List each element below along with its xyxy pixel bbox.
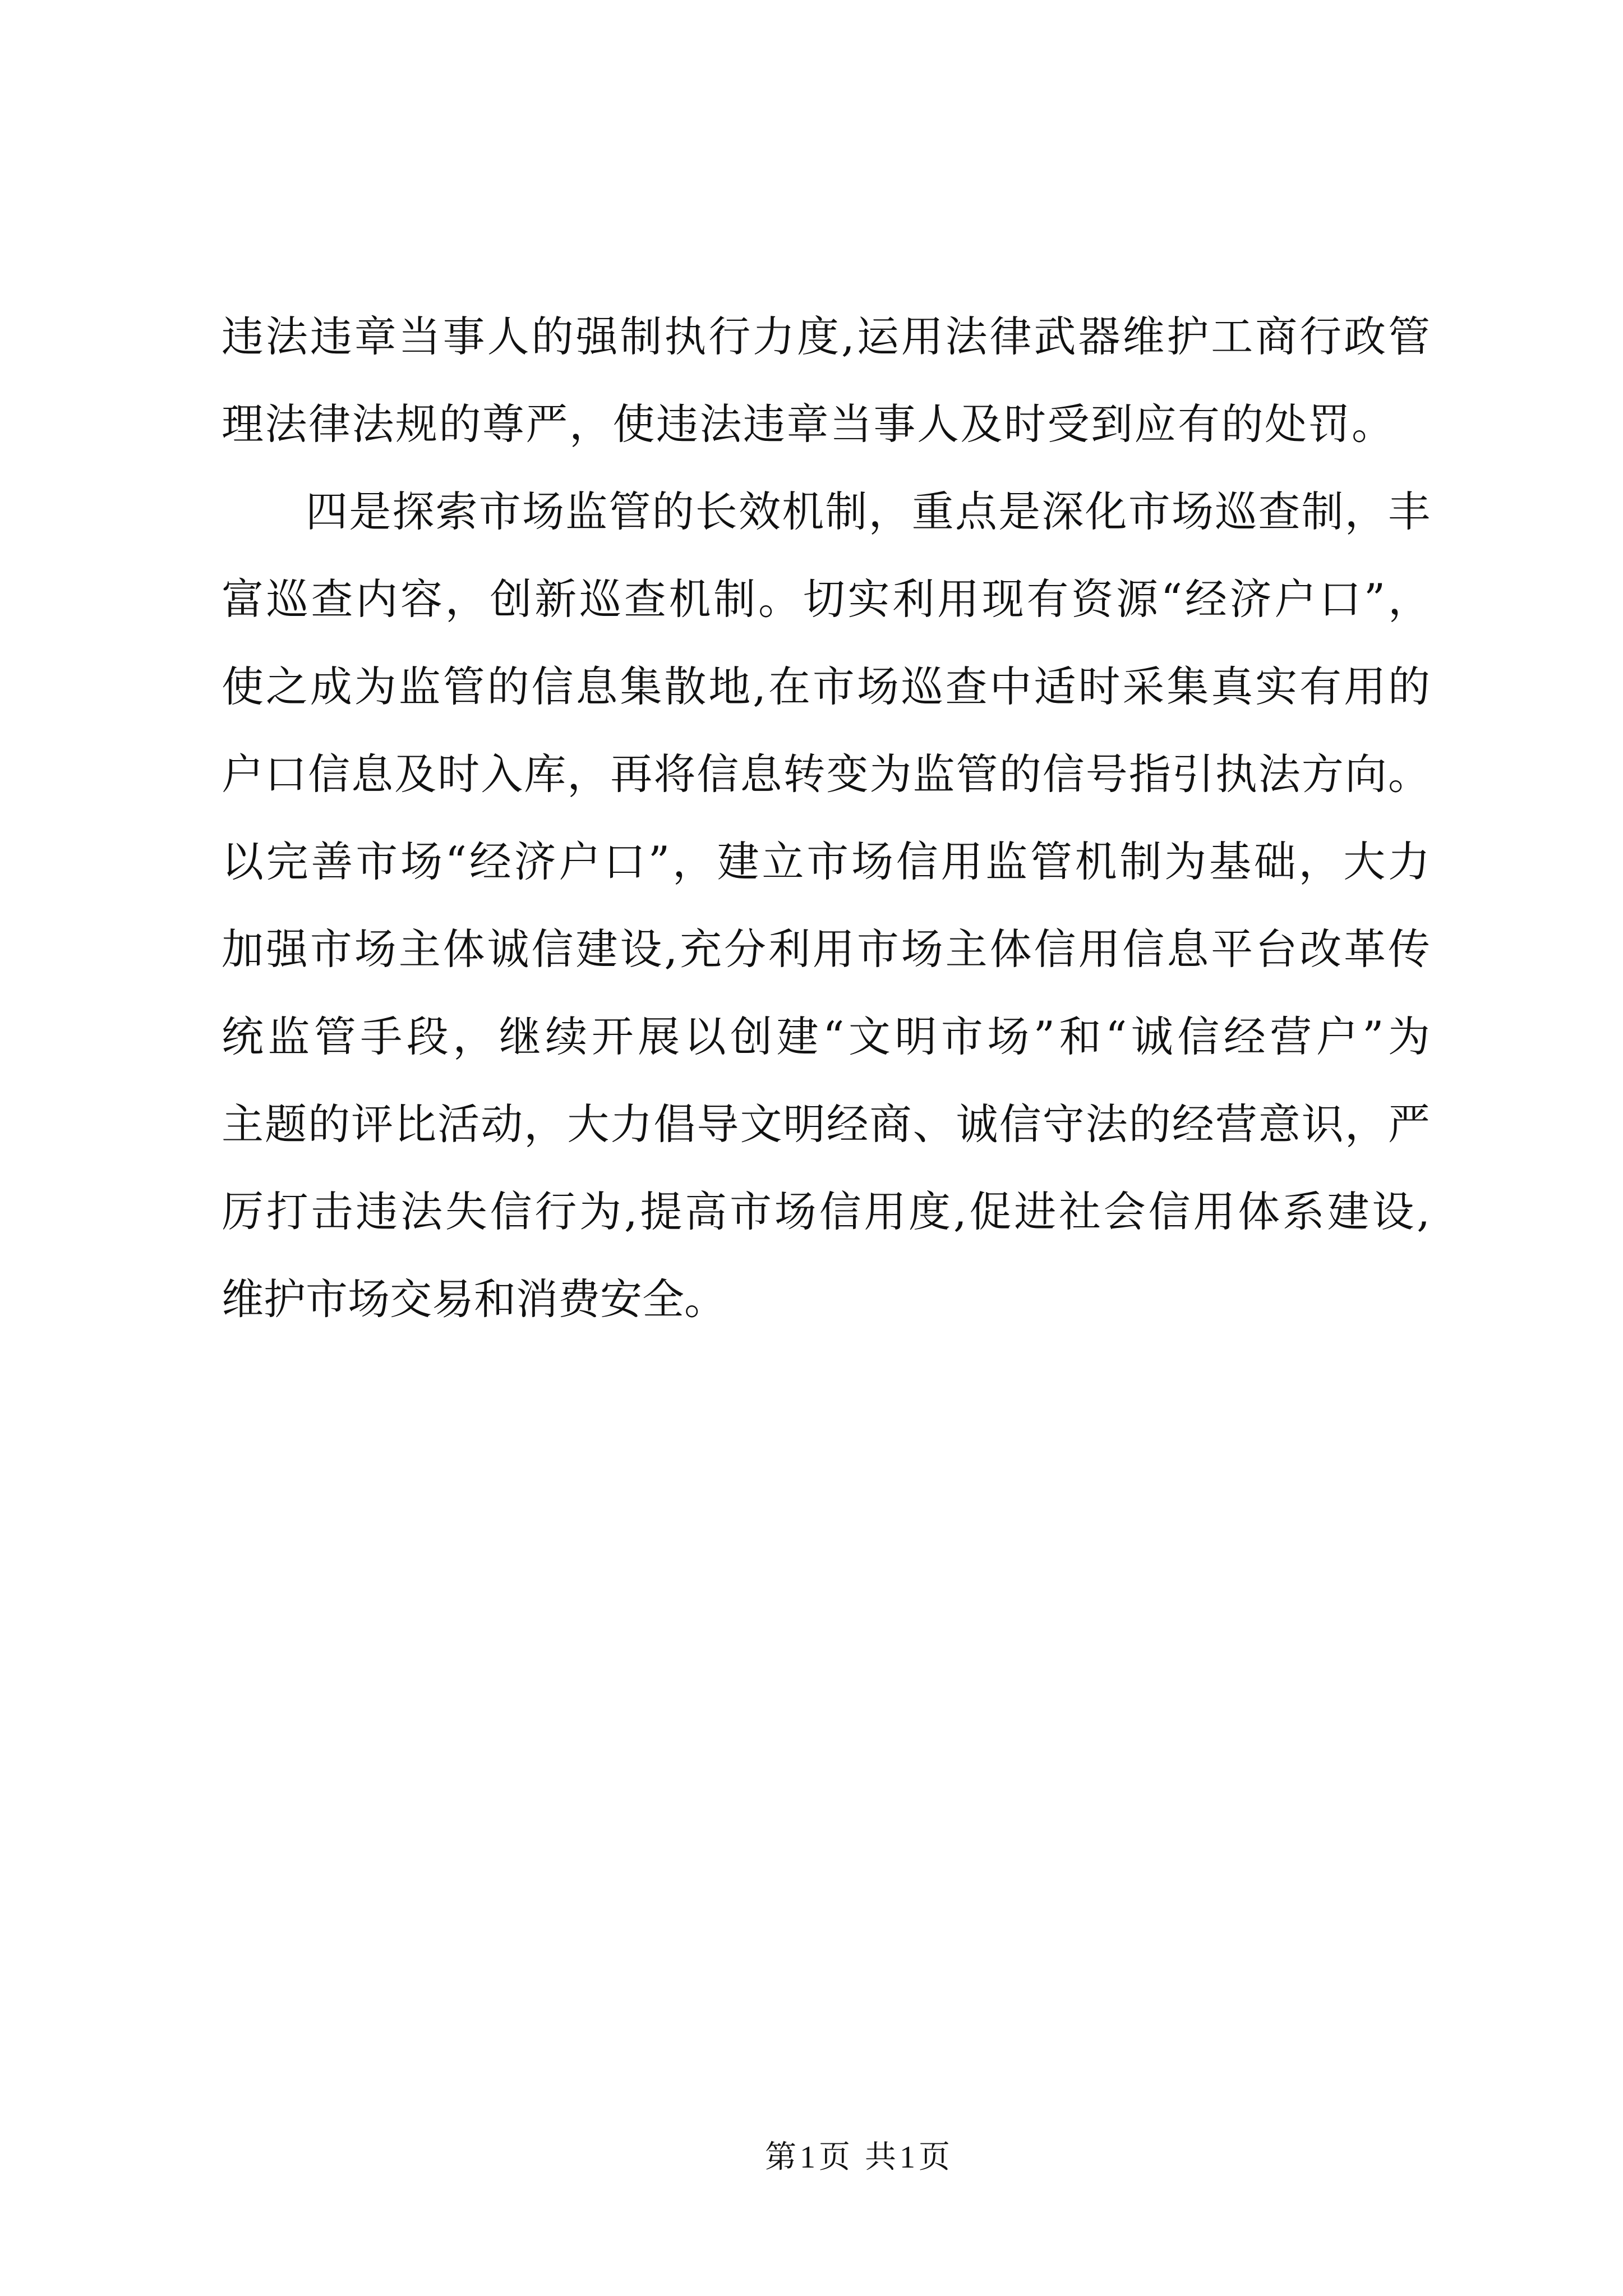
text-line: 厉打击违法失信行为,提高市场信用度,促进社会信用体系建设, bbox=[222, 1187, 1430, 1236]
text-line: 富巡查内容，创新巡查机制。切实利用现有资源“经济户口”， bbox=[222, 574, 1430, 624]
text-line: 使之成为监管的信息集散地,在市场巡查中适时采集真实有用的 bbox=[222, 662, 1430, 711]
text-line: 主题的评比活动，大力倡导文明经商、诚信守法的经营意识，严 bbox=[222, 1099, 1430, 1149]
text-line: 理法律法规的尊严，使违法违章当事人及时受到应有的处罚。 bbox=[222, 399, 1394, 449]
body-text bbox=[222, 293, 1430, 1343]
text-line: 统监管手段，继续开展以创建“文明市场”和“诚信经营户”为 bbox=[222, 1012, 1430, 1061]
paragraph-last-line: 维护市场交易和消费安全。 bbox=[222, 1274, 727, 1324]
text-line: 以完善市场“经济户口”，建立市场信用监管机制为基础，大力 bbox=[222, 837, 1430, 886]
text-line: 加强市场主体诚信建设,充分利用市场主体信用信息平台改革传 bbox=[222, 924, 1430, 974]
text-line: 违法违章当事人的强制执行力度,运用法律武器维护工商行政管 bbox=[222, 312, 1430, 361]
text-line: 户口信息及时入库，再将信息转变为监管的信号指引执法方向。 bbox=[222, 749, 1430, 799]
page-number-footer: 第1页 共1页 bbox=[765, 2140, 953, 2175]
paragraph-first-line: 四是探索市场监管的长效机制，重点是深化市场巡查制，丰 bbox=[306, 487, 1430, 536]
